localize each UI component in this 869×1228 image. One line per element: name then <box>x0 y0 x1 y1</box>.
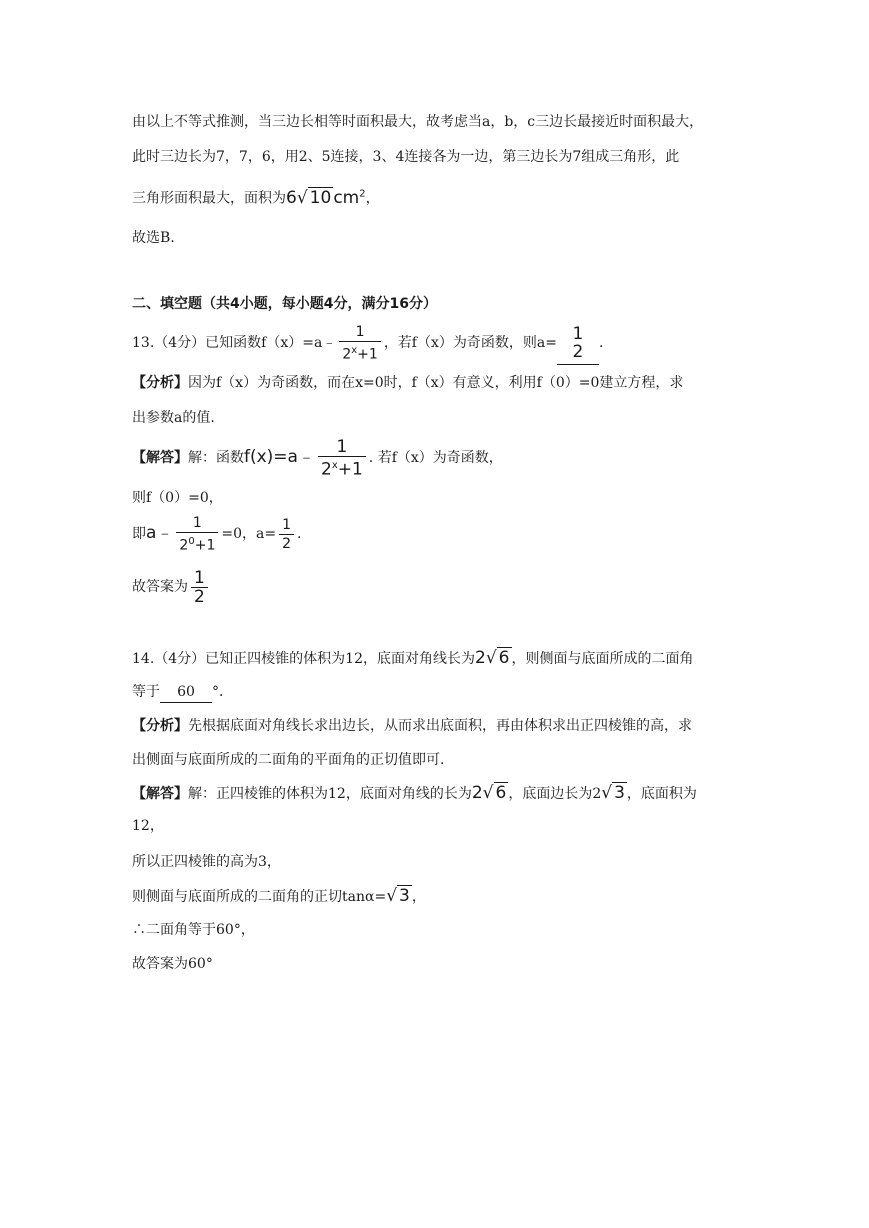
diag-expr <box>472 783 509 803</box>
sqrt: √ 3 <box>386 886 410 906</box>
text-fragment: ， <box>411 889 426 905</box>
den-exponent: x <box>331 459 338 471</box>
analysis-tag: 【分析】 <box>132 375 188 391</box>
fraction <box>191 569 208 606</box>
text-fragment: 13.（4分）已知函数f（x）=a﹣ <box>132 335 337 351</box>
text-fragment: 解：函数 <box>188 450 244 466</box>
area-coef: 6 <box>286 187 297 208</box>
frac-numerator: 1 <box>339 323 380 342</box>
area-unit: cm <box>333 187 360 208</box>
den-base: 2 <box>342 346 352 363</box>
text-fragment: 先根据底面对角线长求出边长，从而求出底面积，再由体积求出正四棱锥的高，求 <box>188 718 692 734</box>
q13-final <box>132 566 211 608</box>
frac-numerator: 1 <box>318 438 366 457</box>
diag-expr <box>475 648 512 668</box>
coef: 2 <box>471 783 483 803</box>
text-fragment: . <box>598 335 604 351</box>
section-heading: 二、填空题（共4小题，每小题4分，满分16分） <box>132 296 437 312</box>
text-line: 出参数a的值. <box>132 410 215 426</box>
text-line: ∴二面角等于60°， <box>132 922 255 938</box>
frac-denominator <box>176 533 218 555</box>
choice-line: 故选B. <box>132 230 175 246</box>
coef: 2 <box>475 648 486 668</box>
area-formula <box>286 188 366 208</box>
text-fragment: ，若f（x）为奇函数，则a= <box>383 335 557 351</box>
text-fragment: 因为f（x）为奇函数，而在x=0时，f（x）有意义，利用f（0）=0建立方程，求 <box>188 375 684 391</box>
q14-analysis <box>132 716 692 736</box>
den-exponent: x <box>351 344 358 356</box>
function-expr: f(x)=a﹣ <box>244 447 315 467</box>
text-line: 由以上不等式推测，当三边长相等时面积最大，故考虑当a，b，c三边长最接近时面积最大， <box>132 114 704 130</box>
fraction <box>318 438 366 479</box>
text-fragment: ，底面边长为2 <box>508 786 602 802</box>
text-fragment: 等于 <box>132 684 160 700</box>
den-tail: +1 <box>194 537 216 554</box>
frac-denominator: 2 <box>282 535 291 552</box>
text-line: 此时三边长为7，7，6，用2、5连接，3、4连接各为一边，第三边长为7组成三角形，此 <box>132 149 680 165</box>
frac-numerator: 1 <box>176 514 218 533</box>
q13-solution <box>132 436 503 479</box>
q13-solution-line3 <box>132 512 301 555</box>
text-fragment: 则侧面与底面所成的二面角的正切tanα= <box>132 889 387 905</box>
text-fragment: =0，a= <box>221 526 277 542</box>
solution-tag: 【解答】 <box>132 786 188 802</box>
den-tail: +1 <box>357 346 378 363</box>
text-fragment: . <box>297 526 302 542</box>
text-line: 则f（0）=0， <box>132 490 223 506</box>
frac-denominator: 2 <box>572 342 584 362</box>
radicand: 3 <box>399 886 410 906</box>
q13-stem <box>132 322 603 365</box>
q14-solution-line4 <box>132 886 426 907</box>
text-fragment: 三角形面积最大，面积为 <box>132 190 286 207</box>
fraction <box>176 514 218 555</box>
sqrt: √ 3 <box>601 783 625 803</box>
text-line: 所以正四棱锥的高为3， <box>132 854 281 870</box>
fraction <box>339 323 380 364</box>
q14-solution <box>132 783 697 804</box>
sqrt: √ 10 <box>296 187 332 208</box>
answer-blank <box>557 322 599 365</box>
area-radicand: 10 <box>309 187 332 208</box>
text-fragment: 故答案为 <box>132 579 188 595</box>
frac-denominator <box>339 342 380 364</box>
expr: a﹣ <box>146 523 174 543</box>
area-exponent: 2 <box>359 188 366 199</box>
text-fragment: ， <box>365 190 380 207</box>
text-fragment: 即 <box>132 526 146 542</box>
text-line: 故答案为60° <box>132 956 213 972</box>
den-base: 2 <box>320 459 332 480</box>
den-tail: +1 <box>337 459 363 480</box>
den-exponent: 0 <box>188 535 195 547</box>
text-fragment: 14.（4分）已知正四棱锥的体积为12，底面对角线长为 <box>132 651 475 667</box>
frac-denominator: 2 <box>194 586 205 607</box>
radicand: 3 <box>614 783 625 803</box>
q14-stem-line2 <box>132 682 233 703</box>
text-line: 出侧面与底面所成的二面角的平面角的正切值即可. <box>132 752 445 768</box>
q13-analysis <box>132 373 683 393</box>
solution-tag: 【解答】 <box>132 450 188 466</box>
answer-fraction <box>570 325 587 361</box>
frac-numerator: 1 <box>572 324 584 344</box>
text-fragment: ，则侧面与底面所成的二面角 <box>511 651 694 667</box>
sqrt: √ 6 <box>485 648 510 668</box>
text-line <box>132 184 380 209</box>
frac-denominator <box>318 457 366 479</box>
text-line: 12， <box>132 818 164 834</box>
text-fragment: °． <box>212 684 233 700</box>
text-fragment: 解：正四棱锥的体积为12，底面对角线的长为 <box>188 786 472 802</box>
radicand: 6 <box>495 783 507 803</box>
answer-blank: 60 <box>160 682 212 703</box>
fraction <box>279 516 294 553</box>
analysis-tag: 【分析】 <box>132 718 188 734</box>
frac-numerator: 1 <box>191 569 208 588</box>
sqrt: √ 6 <box>482 783 507 803</box>
q14-stem <box>132 648 694 669</box>
text-fragment: ，底面积为 <box>626 786 697 802</box>
frac-numerator: 1 <box>279 516 294 535</box>
radicand: 6 <box>498 648 510 668</box>
den-base: 2 <box>179 537 189 554</box>
text-fragment: . 若f（x）为奇函数， <box>368 450 503 466</box>
